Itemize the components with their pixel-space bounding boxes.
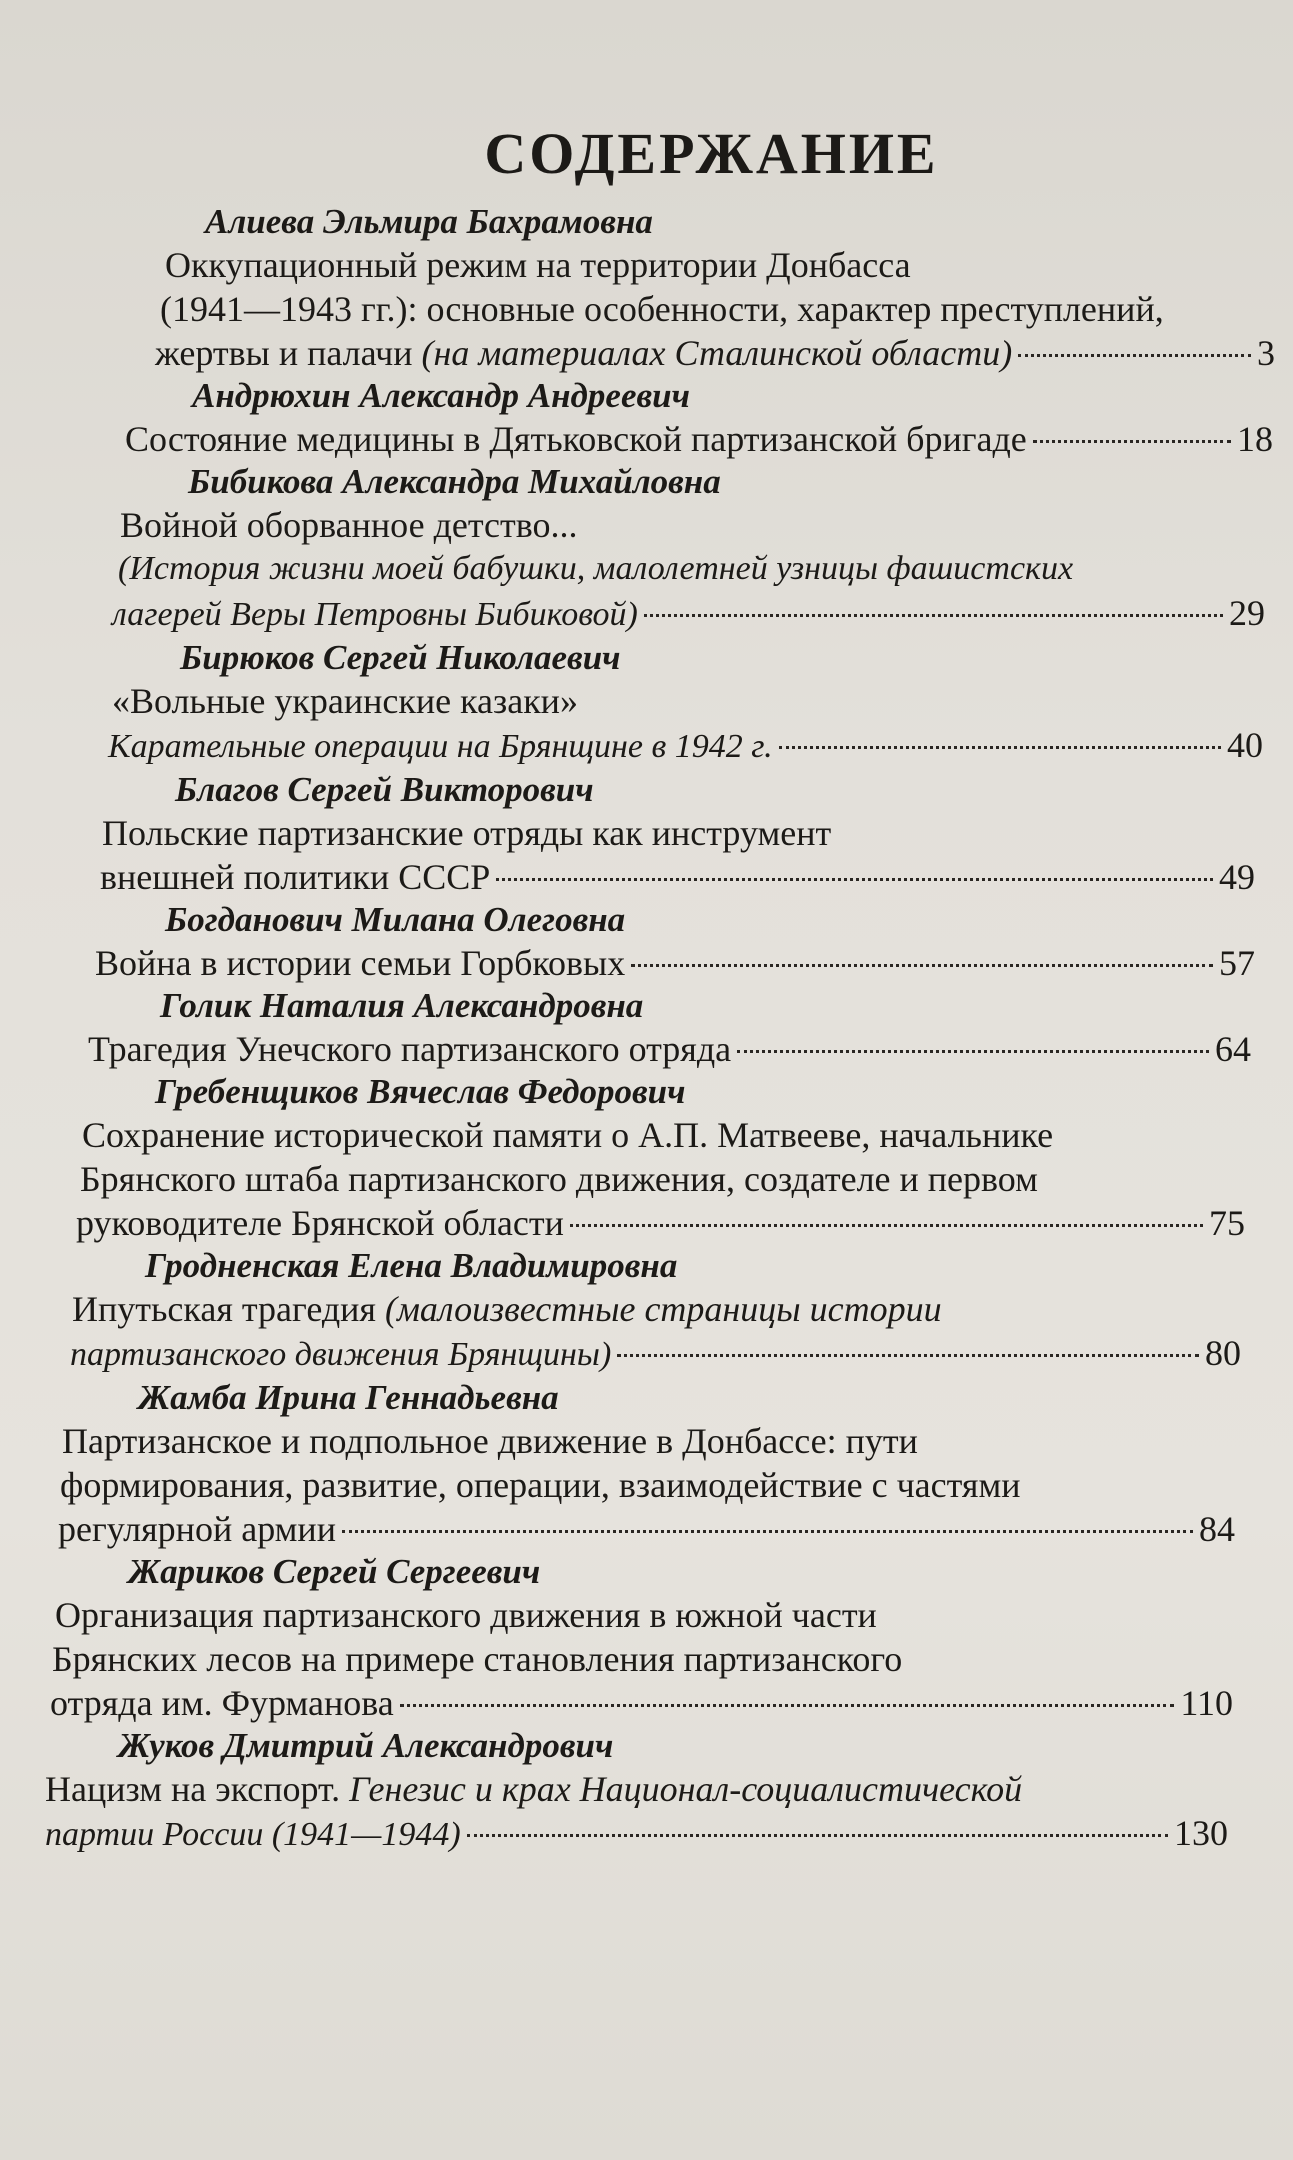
page-number: 64 [1215,1029,1251,1069]
entry-author: Жамба Ирина Геннадьевна [138,1378,559,1417]
leader-dots [400,1704,1175,1707]
toc-entry [0,899,1293,985]
entry-author: Богданович Милана Олеговна [165,900,626,939]
entry-title-part: Нацизм на экспорт. [45,1769,350,1809]
page-title: СОДЕРЖАНИЕ [484,121,939,186]
entry-author: Гребенщиков Вячеслав Федорович [155,1072,686,1111]
entry-title-text: внешней политики СССР [100,857,491,897]
page-number: 18 [1237,419,1273,459]
page-number: 40 [1227,725,1263,765]
toc-entry [0,1551,1293,1725]
leader-dots [570,1224,1203,1227]
entry-last-line [0,1811,1293,1857]
entry-title-line: «Вольные украинские казаки» [112,681,578,721]
entry-author: Голик Наталия Александровна [160,986,644,1025]
entry-last-line [0,1331,1293,1377]
leader-dots [467,1834,1168,1837]
entry-author: Бибикова Александра Михайловна [188,462,721,501]
entry-title-line: Партизанское и подпольное движение в Донбассе: пути [62,1421,918,1461]
entry-author: Жуков Дмитрий Александрович [118,1726,614,1765]
entry-subtitle-part: (малоизвестные страницы истории [384,1289,942,1329]
page-number: 130 [1174,1813,1228,1853]
entry-title-part: жертвы и палачи [155,333,422,373]
entry-last-line [0,1027,1293,1071]
entry-title-part: Ипутьская трагедия [72,1289,385,1329]
page-number: 75 [1209,1203,1245,1243]
entry-title-text [155,331,1012,375]
toc-list [0,201,1293,1857]
entry-title-line: формирования, развитие, операции, взаимодействие с частями [60,1465,1021,1505]
entry-author: Андрюхин Александр Андреевич [192,376,690,415]
toc-entry [0,1377,1293,1551]
entry-last-line [0,1201,1293,1245]
entry-title-line: Оккупационный режим на территории Донбасса [165,245,911,285]
page-number: 110 [1180,1683,1233,1723]
entry-title-text: руководителе Брянской области [76,1203,564,1243]
toc-entry [0,461,1293,637]
leader-dots [1018,354,1251,357]
toc-entry [0,769,1293,899]
entry-last-line [0,417,1293,461]
entry-title-line: Войной оборванное детство... [120,505,578,545]
page-number: 29 [1229,593,1265,633]
leader-dots [779,746,1221,749]
entry-subtitle-text: партии России (1941—1944) [45,1816,461,1853]
leader-dots [342,1530,1193,1533]
leader-dots [644,614,1223,617]
entry-title-text: Трагедия Унечского партизанского отряда [88,1029,732,1069]
toc-entry [0,201,1293,375]
entry-last-line [0,1681,1293,1725]
entry-title-line: Брянского штаба партизанского движения, создателе и первом [80,1159,1038,1199]
leader-dots [737,1050,1209,1053]
entry-subtitle-part: Генезис и крах Национал-социалистической [349,1769,1023,1809]
entry-author: Гродненская Елена Владимировна [145,1246,678,1285]
entry-last-line [0,855,1293,899]
entry-subtitle-line: (История жизни моей бабушки, малолетней узницы фашистских [118,550,1074,587]
toc-entry [0,1071,1293,1245]
entry-title-line: Брянских лесов на примере становления партизанского [52,1639,903,1679]
leader-dots [1033,440,1231,443]
entry-title-line: Сохранение исторической памяти о А.П. Матвееве, начальнике [82,1115,1054,1155]
toc-entry [0,375,1293,461]
entry-last-line [0,1507,1293,1551]
entry-subtitle-part: (на материалах Сталинской области) [421,333,1013,373]
entry-author: Алиева Эльмира Бахрамовна [205,202,653,241]
entry-last-line [0,331,1293,375]
entry-last-line [0,941,1293,985]
page-number: 49 [1219,857,1255,897]
entry-subtitle-text: партизанского движения Брянщины) [70,1336,612,1373]
entry-author: Бирюков Сергей Николаевич [180,638,621,677]
leader-dots [496,878,1213,881]
entry-author: Благов Сергей Викторович [175,770,594,809]
entry-title-line [0,1767,1293,1811]
leader-dots [617,1354,1199,1357]
toc-entry [0,985,1293,1071]
entry-title-line: Польские партизанские отряды как инструмент [102,813,832,853]
entry-author: Жариков Сергей Сергеевич [128,1552,541,1591]
entry-last-line [0,723,1293,769]
entry-title-text: регулярной армии [58,1509,336,1549]
entry-title-text: Состояние медицины в Дятьковской партизанской бригаде [125,419,1027,459]
page-number: 3 [1257,333,1275,373]
entry-title-text: отряда им. Фурманова [50,1683,394,1723]
entry-title-line: Организация партизанского движения в южной части [55,1595,877,1635]
toc-entry [0,1725,1293,1857]
entry-title-line [0,1287,1293,1331]
page-number: 84 [1199,1509,1235,1549]
page-number: 57 [1219,943,1255,983]
entry-title-text: Война в истории семьи Горбковых [95,943,626,983]
entry-subtitle-text: лагерей Веры Петровны Бибиковой) [112,596,638,633]
leader-dots [631,964,1213,967]
toc-entry [0,637,1293,769]
entry-subtitle-text: Карательные операции на Брянщине в 1942 г. [108,728,773,765]
toc-entry [0,1245,1293,1377]
entry-last-line [0,591,1293,637]
page-number: 80 [1205,1333,1241,1373]
entry-title-line: (1941—1943 гг.): основные особенности, характер преступлений, [160,289,1164,329]
